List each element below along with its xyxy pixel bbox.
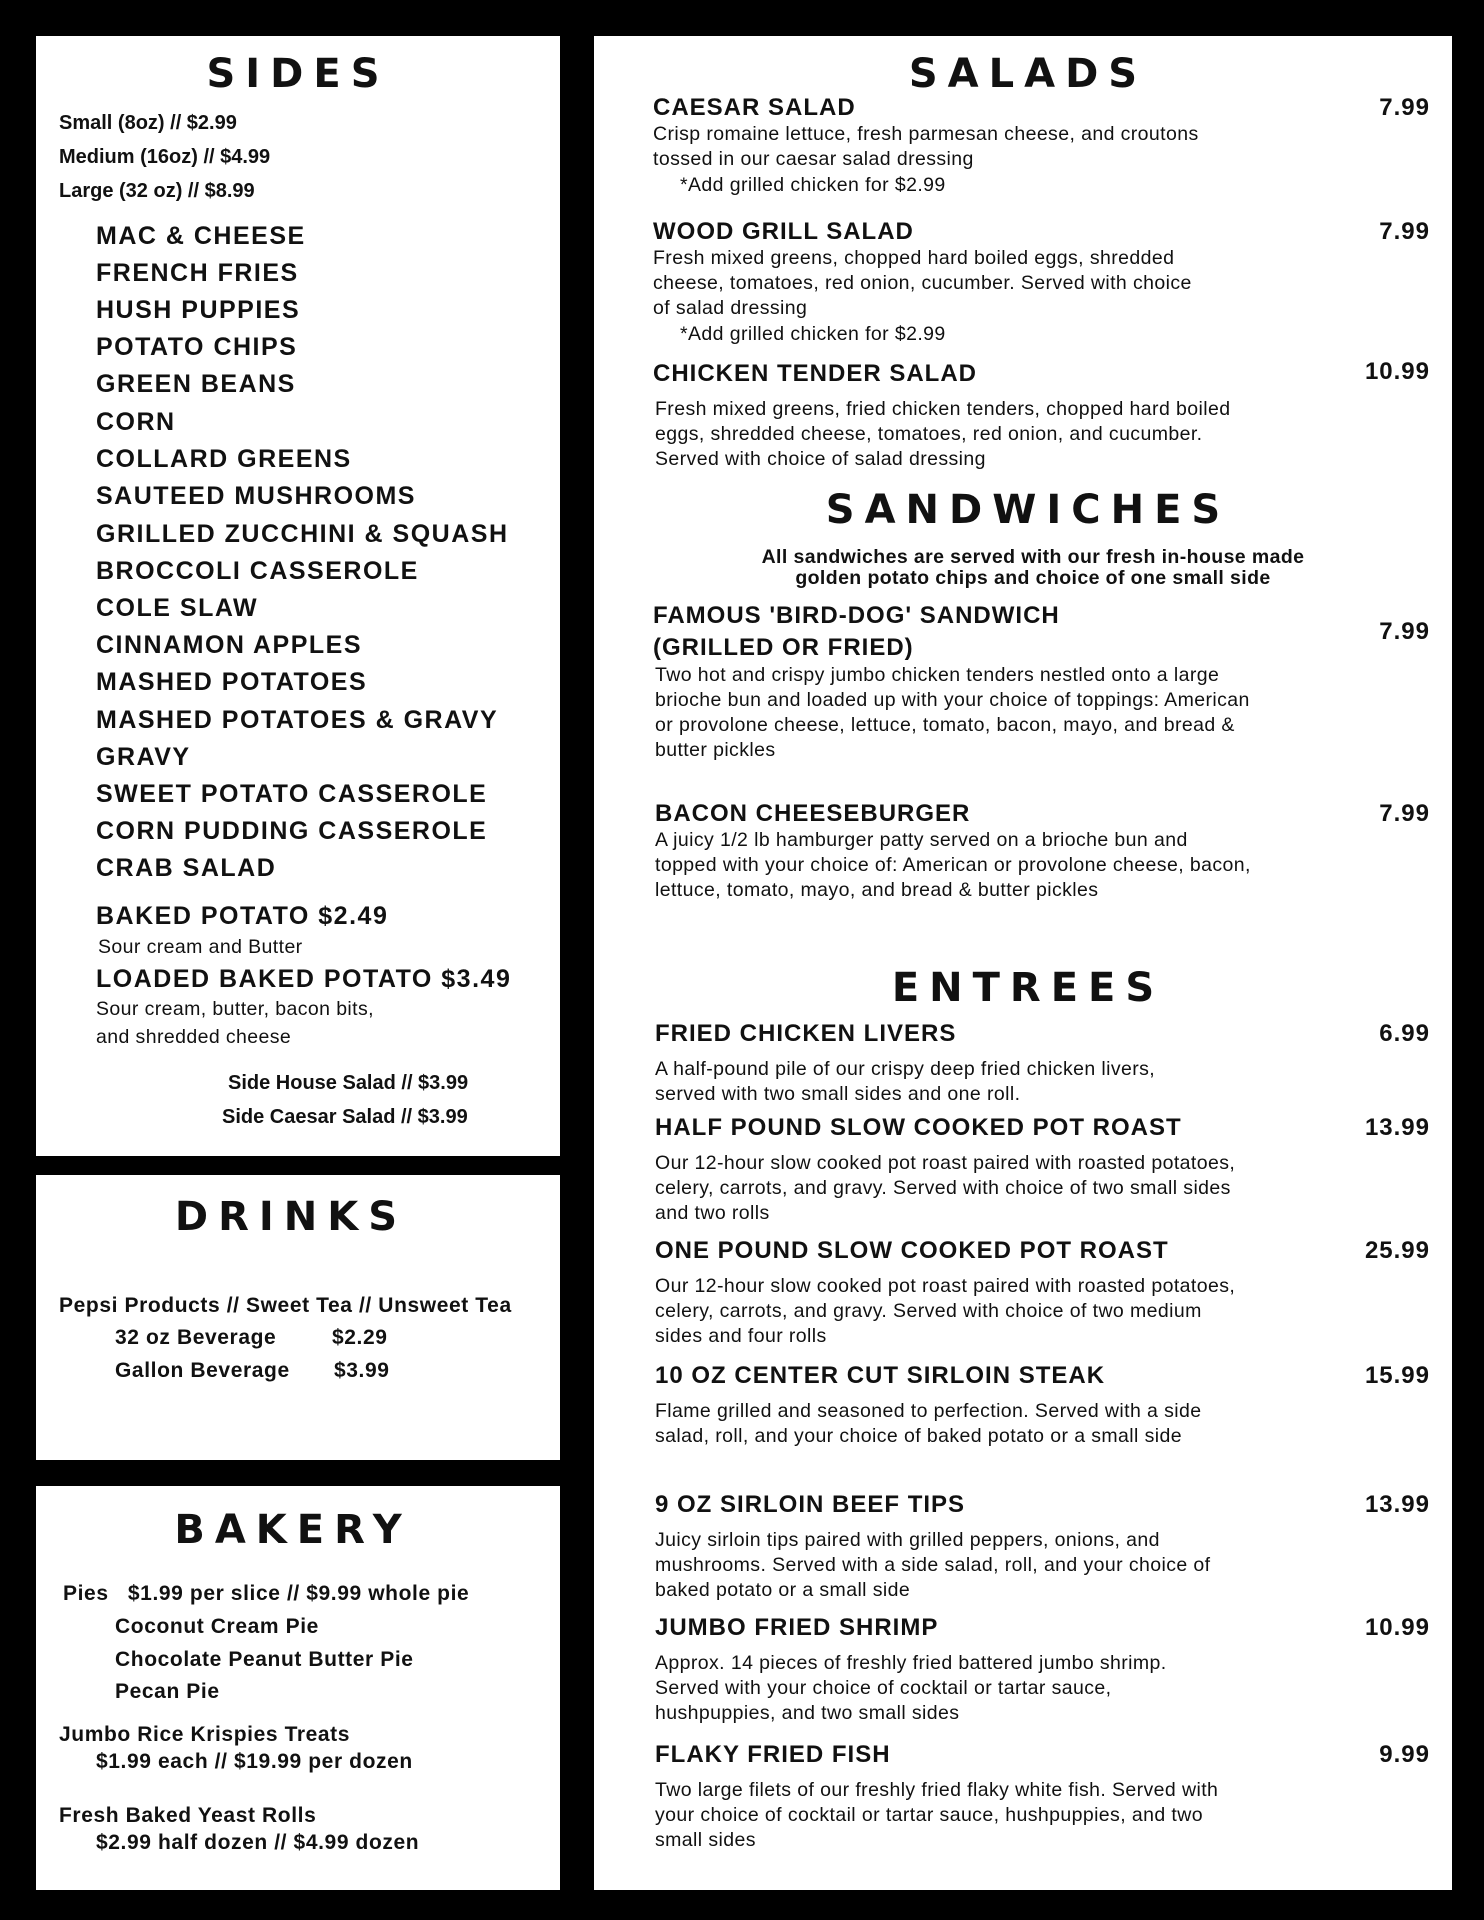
- main-menu-panel: [594, 36, 1452, 1890]
- entree-name: 9 OZ SIRLOIN BEEF TIPS: [655, 1491, 966, 1518]
- pies-line: Pies $1.99 per slice // $9.99 whole pie: [63, 1582, 470, 1605]
- side-caesar-salad: Side Caesar Salad // $3.99: [222, 1106, 468, 1128]
- side-item: POTATO CHIPS: [96, 333, 298, 361]
- entree-desc: Juicy sirloin tips paired with grilled peppers, onions, and mushrooms. Served with a side salad, roll, and your choice of baked potato or a small side: [655, 1529, 1211, 1601]
- salad-price: 10.99: [1364, 358, 1430, 385]
- side-item: MASHED POTATOES: [96, 668, 368, 696]
- side-item: COLE SLAW: [96, 594, 259, 622]
- side-item: MAC & CHEESE: [96, 222, 306, 250]
- size-small: Small (8oz) // $2.99: [59, 112, 237, 134]
- entree-name: ONE POUND SLOW COOKED POT ROAST: [655, 1237, 1169, 1264]
- drinks-panel: [36, 1175, 560, 1460]
- entree-desc: A half-pound pile of our crispy deep fried chicken livers, served with two small sides and one roll.: [655, 1058, 1156, 1105]
- rolls-title: Fresh Baked Yeast Rolls: [59, 1804, 317, 1827]
- sandwich-desc: A juicy 1/2 lb hamburger patty served on a brioche bun and topped with your choice of: American or provolone cheese, bacon, lettuce, tomato, mayo, and bread & butter pickles: [655, 829, 1251, 901]
- entree-name: 10 OZ CENTER CUT SIRLOIN STEAK: [655, 1362, 1106, 1389]
- side-item: FRENCH FRIES: [96, 259, 299, 287]
- sandwich-name: BACON CHEESEBURGER: [655, 800, 971, 827]
- side-item: SWEET POTATO CASSEROLE: [96, 780, 488, 808]
- sides-panel: [36, 36, 560, 1156]
- side-house-salad: Side House Salad // $3.99: [228, 1072, 469, 1094]
- side-item: COLLARD GREENS: [96, 445, 352, 473]
- beverage-name: 32 oz Beverage: [115, 1326, 277, 1349]
- side-item: CINNAMON APPLES: [96, 631, 363, 659]
- salad-note: *Add grilled chicken for $2.99: [680, 323, 946, 345]
- entree-price: 6.99: [1379, 1020, 1430, 1047]
- rolls-price: $2.99 half dozen // $4.99 dozen: [96, 1831, 420, 1854]
- loaded-potato-desc: and shredded cheese: [96, 1026, 292, 1048]
- sandwiches-subtitle: golden potato chips and choice of one small side: [795, 567, 1271, 589]
- drinks-line: Pepsi Products // Sweet Tea // Unsweet Tea: [59, 1294, 512, 1317]
- baked-potato-desc: Sour cream and Butter: [98, 936, 303, 958]
- sandwiches-heading: SANDWICHES: [825, 487, 1231, 533]
- sandwich-desc: Two hot and crispy jumbo chicken tenders nestled onto a large brioche bun and loaded up with your choice of toppings: American or provolone cheese, lettuce, tomato, bacon, mayo, and bread & butter pickles: [655, 664, 1250, 761]
- entree-price: 13.99: [1364, 1491, 1430, 1518]
- sandwich-name-sub: (GRILLED OR FRIED): [653, 634, 914, 661]
- sides-heading: SIDES: [206, 51, 390, 97]
- entree-price: 9.99: [1379, 1741, 1430, 1768]
- pie-item: Coconut Cream Pie: [115, 1615, 319, 1638]
- side-item: CORN: [96, 408, 176, 436]
- side-item: GRILLED ZUCCHINI & SQUASH: [96, 520, 509, 548]
- krispies-price: $1.99 each // $19.99 per dozen: [96, 1750, 413, 1773]
- pie-item: Chocolate Peanut Butter Pie: [115, 1648, 414, 1671]
- entree-price: 15.99: [1364, 1362, 1430, 1389]
- salad-name: WOOD GRILL SALAD: [653, 218, 914, 245]
- pie-item: Pecan Pie: [115, 1680, 220, 1703]
- size-large: Large (32 oz) // $8.99: [59, 180, 255, 202]
- side-item: CORN PUDDING CASSEROLE: [96, 817, 488, 845]
- sandwiches-subtitle: All sandwiches are served with our fresh in-house made: [761, 546, 1305, 568]
- beverage-price: $2.29: [332, 1326, 388, 1349]
- entrees-heading: ENTREES: [891, 965, 1165, 1011]
- bakery-panel: [36, 1486, 560, 1890]
- beverage-price: $3.99: [334, 1359, 390, 1382]
- salads-heading: SALADS: [908, 51, 1148, 97]
- beverage-name: Gallon Beverage: [115, 1359, 290, 1382]
- salad-name: CAESAR SALAD: [653, 94, 856, 121]
- side-item: GREEN BEANS: [96, 370, 296, 398]
- entree-desc: Our 12-hour slow cooked pot roast paired with roasted potatoes, celery, carrots, and gravy. Served with choice of two small sides and two rolls: [655, 1152, 1236, 1224]
- sandwich-price: 7.99: [1379, 618, 1430, 645]
- side-item: GRAVY: [96, 743, 191, 771]
- loaded-potato-desc: Sour cream, butter, bacon bits,: [96, 998, 374, 1020]
- entree-price: 25.99: [1364, 1237, 1430, 1264]
- entree-name: JUMBO FRIED SHRIMP: [655, 1614, 939, 1641]
- salad-note: *Add grilled chicken for $2.99: [680, 174, 946, 196]
- drinks-heading: DRINKS: [174, 1194, 408, 1240]
- krispies-title: Jumbo Rice Krispies Treats: [59, 1723, 351, 1746]
- entree-name: FRIED CHICKEN LIVERS: [655, 1020, 957, 1047]
- salad-name: CHICKEN TENDER SALAD: [653, 360, 978, 387]
- side-item: BROCCOLI CASSEROLE: [96, 557, 419, 585]
- salad-desc: Fresh mixed greens, chopped hard boiled eggs, shredded cheese, tomatoes, red onion, cucumber. Served with choice of salad dressing: [653, 247, 1192, 319]
- entree-price: 10.99: [1364, 1614, 1430, 1641]
- size-medium: Medium (16oz) // $4.99: [59, 146, 271, 168]
- sandwich-name: FAMOUS 'BIRD-DOG' SANDWICH: [653, 602, 1060, 629]
- entree-name: FLAKY FRIED FISH: [655, 1741, 891, 1768]
- entree-desc: Two large filets of our freshly fried flaky white fish. Served with your choice of cocktail or tartar sauce, hushpuppies, and two small sides: [655, 1779, 1219, 1851]
- salad-desc: Crisp romaine lettuce, fresh parmesan cheese, and croutons tossed in our caesar salad dressing: [653, 123, 1199, 170]
- entree-price: 13.99: [1364, 1114, 1430, 1141]
- entree-desc: Flame grilled and seasoned to perfection. Served with a side salad, roll, and your choice of baked potato or a small side: [655, 1400, 1202, 1447]
- bakery-heading: BAKERY: [174, 1507, 412, 1553]
- entree-name: HALF POUND SLOW COOKED POT ROAST: [655, 1114, 1182, 1141]
- loaded-potato-title: LOADED BAKED POTATO $3.49: [96, 965, 512, 993]
- salad-price: 7.99: [1379, 218, 1430, 245]
- side-item: CRAB SALAD: [96, 854, 277, 882]
- salad-price: 7.99: [1379, 94, 1430, 121]
- side-item: SAUTEED MUSHROOMS: [96, 482, 416, 510]
- salad-desc: Fresh mixed greens, fried chicken tenders, chopped hard boiled eggs, shredded cheese, tomatoes, red onion, and cucumber. Served with choice of salad dressing: [655, 398, 1231, 470]
- entree-desc: Our 12-hour slow cooked pot roast paired with roasted potatoes, celery, carrots, and gravy. Served with choice of two medium sides and four rolls: [655, 1275, 1236, 1347]
- baked-potato-title: BAKED POTATO $2.49: [96, 902, 389, 930]
- sandwich-price: 7.99: [1379, 800, 1430, 827]
- side-item: HUSH PUPPIES: [96, 296, 301, 324]
- side-item: MASHED POTATOES & GRAVY: [96, 706, 499, 734]
- entree-desc: Approx. 14 pieces of freshly fried battered jumbo shrimp. Served with your choice of cocktail or tartar sauce, hushpuppies, and two small sides: [655, 1652, 1167, 1724]
